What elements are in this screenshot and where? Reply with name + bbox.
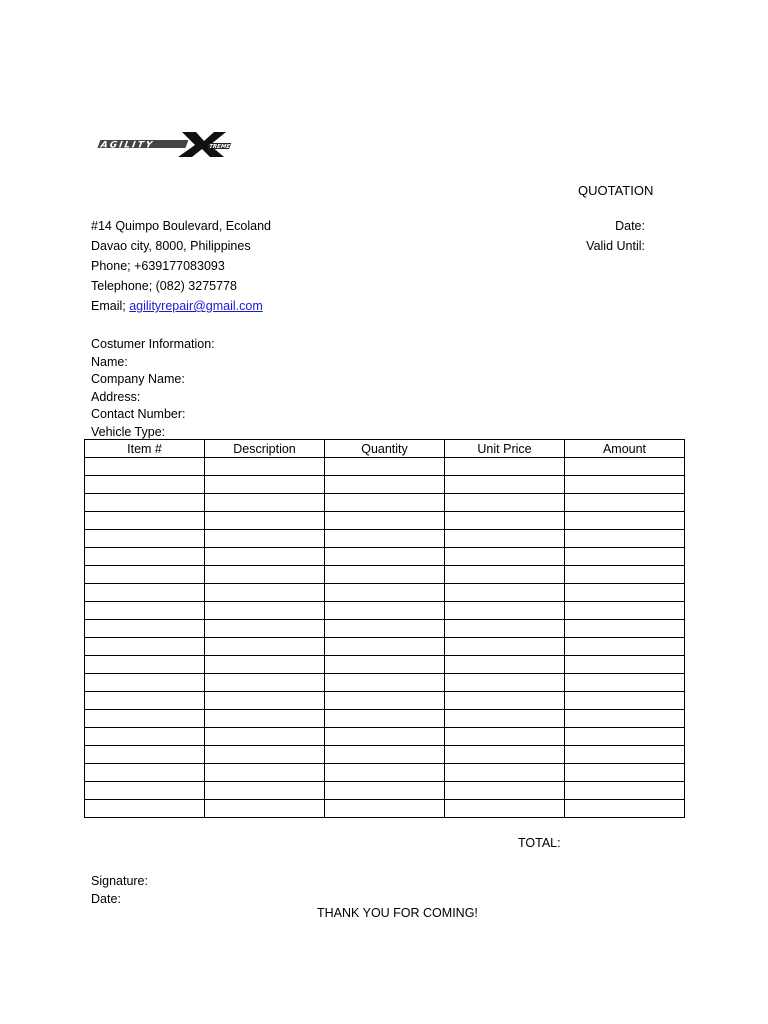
table-cell[interactable] xyxy=(85,692,205,710)
table-cell[interactable] xyxy=(205,602,325,620)
table-cell[interactable] xyxy=(445,530,565,548)
table-cell[interactable] xyxy=(325,620,445,638)
table-cell[interactable] xyxy=(325,548,445,566)
table-row xyxy=(85,584,685,602)
valid-until-label: Valid Until: xyxy=(586,239,645,253)
date-label: Date: xyxy=(615,219,645,233)
customer-contact-label: Contact Number: xyxy=(91,407,186,421)
table-cell[interactable] xyxy=(205,566,325,584)
table-row xyxy=(85,638,685,656)
table-row xyxy=(85,656,685,674)
table-cell[interactable] xyxy=(445,728,565,746)
table-cell[interactable] xyxy=(565,494,685,512)
table-cell[interactable] xyxy=(565,566,685,584)
table-row xyxy=(85,512,685,530)
customer-address-label: Address: xyxy=(91,389,141,404)
total-label: TOTAL: xyxy=(518,836,561,850)
table-cell[interactable] xyxy=(325,476,445,494)
company-address-block xyxy=(91,216,271,316)
table-cell[interactable] xyxy=(565,458,685,476)
table-cell[interactable] xyxy=(85,764,205,782)
table-cell[interactable] xyxy=(325,530,445,548)
email-link[interactable]: agilityrepair@gmail.com xyxy=(129,299,263,313)
telephone-line: Telephone; (082) 3275778 xyxy=(91,279,237,293)
svg-text:AGILITY: AGILITY xyxy=(98,139,156,151)
table-row xyxy=(85,728,685,746)
table-cell[interactable] xyxy=(205,494,325,512)
header-item-number: Item # xyxy=(85,440,205,458)
table-cell[interactable] xyxy=(325,728,445,746)
table-cell[interactable] xyxy=(205,710,325,728)
table-row xyxy=(85,602,685,620)
header-amount: Amount xyxy=(565,440,685,458)
table-cell[interactable] xyxy=(565,746,685,764)
table-cell[interactable] xyxy=(325,656,445,674)
table-cell[interactable] xyxy=(325,746,445,764)
table-cell[interactable] xyxy=(565,638,685,656)
table-row xyxy=(85,692,685,710)
table-cell[interactable] xyxy=(565,728,685,746)
table-cell[interactable] xyxy=(85,512,205,530)
table-cell[interactable] xyxy=(565,674,685,692)
table-cell[interactable] xyxy=(565,782,685,800)
table-cell[interactable] xyxy=(85,674,205,692)
table-row xyxy=(85,746,685,764)
table-row xyxy=(85,710,685,728)
table-row xyxy=(85,782,685,800)
table-cell[interactable] xyxy=(205,728,325,746)
table-row xyxy=(85,620,685,638)
table-row xyxy=(85,530,685,548)
table-cell[interactable] xyxy=(85,548,205,566)
table-cell[interactable] xyxy=(325,638,445,656)
table-cell[interactable] xyxy=(205,764,325,782)
thank-you-note: THANK YOU FOR COMING! xyxy=(317,906,478,920)
table-cell[interactable] xyxy=(85,710,205,728)
table-cell[interactable] xyxy=(205,638,325,656)
table-cell[interactable] xyxy=(565,548,685,566)
table-body xyxy=(85,458,685,818)
header-quantity: Quantity xyxy=(325,440,445,458)
table-cell[interactable] xyxy=(85,620,205,638)
table-cell[interactable] xyxy=(565,530,685,548)
phone-line: Phone; +639177083093 xyxy=(91,259,225,273)
table-cell[interactable] xyxy=(325,782,445,800)
table-cell[interactable] xyxy=(85,584,205,602)
table-cell[interactable] xyxy=(445,782,565,800)
table-cell[interactable] xyxy=(445,692,565,710)
table-row xyxy=(85,800,685,818)
table-cell[interactable] xyxy=(85,530,205,548)
email-line xyxy=(91,296,271,316)
quotation-meta xyxy=(583,216,645,256)
table-cell[interactable] xyxy=(445,746,565,764)
table-cell[interactable] xyxy=(85,458,205,476)
table-cell[interactable] xyxy=(325,584,445,602)
table-cell[interactable] xyxy=(85,494,205,512)
table-cell[interactable] xyxy=(205,548,325,566)
table-cell[interactable] xyxy=(445,620,565,638)
table-cell[interactable] xyxy=(205,530,325,548)
table-cell[interactable] xyxy=(205,692,325,710)
table-cell[interactable] xyxy=(445,764,565,782)
table-cell[interactable] xyxy=(205,674,325,692)
table-cell[interactable] xyxy=(565,476,685,494)
table-cell[interactable] xyxy=(325,512,445,530)
agility-xtreme-logo xyxy=(96,130,236,158)
table-cell[interactable] xyxy=(445,710,565,728)
table-cell[interactable] xyxy=(565,764,685,782)
table-cell[interactable] xyxy=(325,764,445,782)
table-cell[interactable] xyxy=(565,620,685,638)
table-cell[interactable] xyxy=(205,782,325,800)
table-cell[interactable] xyxy=(445,476,565,494)
table-cell[interactable] xyxy=(85,566,205,584)
table-cell[interactable] xyxy=(85,476,205,494)
table-row xyxy=(85,566,685,584)
header-description: Description xyxy=(205,440,325,458)
email-label: Email; xyxy=(91,299,130,313)
customer-company-label: Company Name: xyxy=(91,372,185,386)
address-line-1: #14 Quimpo Boulevard, Ecoland xyxy=(91,219,271,233)
table-cell[interactable] xyxy=(205,746,325,764)
svg-text:TREME: TREME xyxy=(207,144,231,150)
customer-name-label: Name: xyxy=(91,354,128,369)
table-cell[interactable] xyxy=(325,710,445,728)
table-cell[interactable] xyxy=(565,710,685,728)
table-cell[interactable] xyxy=(565,692,685,710)
table-cell[interactable] xyxy=(565,512,685,530)
table-cell[interactable] xyxy=(85,782,205,800)
quotation-items-table xyxy=(84,439,685,818)
signature-block xyxy=(91,872,148,908)
table-cell[interactable] xyxy=(445,494,565,512)
table-cell[interactable] xyxy=(445,458,565,476)
table-cell[interactable] xyxy=(325,566,445,584)
table-cell[interactable] xyxy=(85,656,205,674)
table-cell[interactable] xyxy=(205,656,325,674)
table-cell[interactable] xyxy=(205,512,325,530)
table-cell[interactable] xyxy=(205,476,325,494)
signature-label: Signature: xyxy=(91,874,148,888)
signature-date-label: Date: xyxy=(91,892,121,906)
table-cell[interactable] xyxy=(85,602,205,620)
table-cell[interactable] xyxy=(445,674,565,692)
table-row xyxy=(85,476,685,494)
customer-vehicle-label: Vehicle Type: xyxy=(91,424,166,439)
header-unit-price: Unit Price xyxy=(445,440,565,458)
table-cell[interactable] xyxy=(325,458,445,476)
table-cell[interactable] xyxy=(325,494,445,512)
table-cell[interactable] xyxy=(205,458,325,476)
address-line-2: Davao city, 8000, Philippines xyxy=(91,239,251,253)
table-row xyxy=(85,674,685,692)
table-cell[interactable] xyxy=(325,674,445,692)
table-cell[interactable] xyxy=(325,800,445,818)
table-cell[interactable] xyxy=(85,638,205,656)
document-title: QUOTATION xyxy=(578,183,654,198)
table-header-row xyxy=(85,440,685,458)
table-cell[interactable] xyxy=(445,800,565,818)
table-cell[interactable] xyxy=(205,584,325,602)
table-cell[interactable] xyxy=(445,638,565,656)
table-cell[interactable] xyxy=(445,602,565,620)
table-cell[interactable] xyxy=(565,602,685,620)
table-cell[interactable] xyxy=(205,800,325,818)
table-cell[interactable] xyxy=(445,548,565,566)
table-cell[interactable] xyxy=(85,746,205,764)
table-cell[interactable] xyxy=(565,584,685,602)
table-cell[interactable] xyxy=(85,800,205,818)
table-cell[interactable] xyxy=(565,800,685,818)
table-cell[interactable] xyxy=(445,656,565,674)
table-cell[interactable] xyxy=(85,728,205,746)
table-row xyxy=(85,764,685,782)
table-cell[interactable] xyxy=(325,602,445,620)
table-cell[interactable] xyxy=(445,566,565,584)
table-cell[interactable] xyxy=(445,512,565,530)
table-cell[interactable] xyxy=(565,656,685,674)
table-cell[interactable] xyxy=(445,584,565,602)
table-row xyxy=(85,494,685,512)
table-cell[interactable] xyxy=(325,692,445,710)
customer-info-heading: Costumer Information: xyxy=(91,337,215,351)
table-cell[interactable] xyxy=(205,620,325,638)
customer-info-block xyxy=(91,336,215,441)
table-row xyxy=(85,548,685,566)
table-row xyxy=(85,458,685,476)
